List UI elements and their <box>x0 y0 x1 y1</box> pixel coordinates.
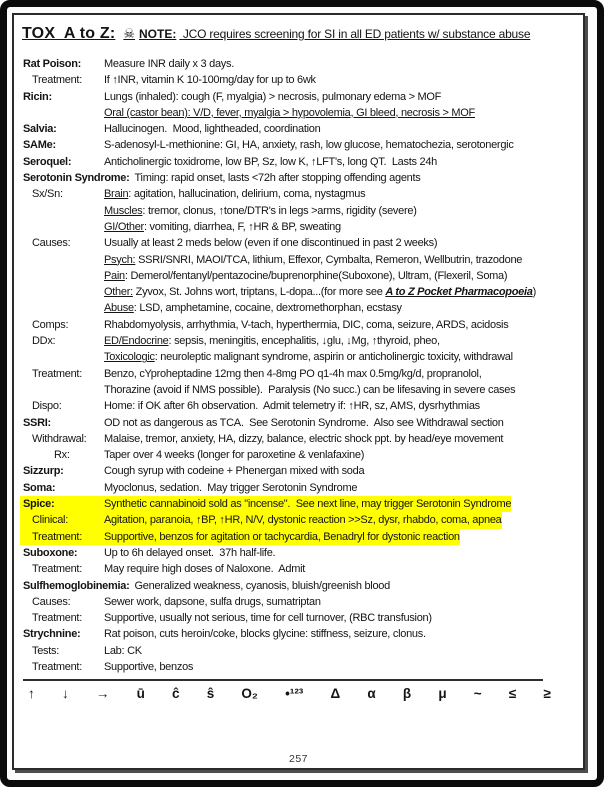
symbol-glyph: ≤ <box>508 686 517 702</box>
symbol-glyph: ĉ <box>172 686 180 702</box>
entry-label: Treatment: <box>32 74 82 87</box>
entry-label: Sulfhemoglobinemia: <box>23 579 130 592</box>
entry-line <box>20 252 579 268</box>
entry-line <box>20 578 579 594</box>
entry-line <box>20 121 579 137</box>
text-segment: GI/Other <box>104 220 144 233</box>
text-segment: Supportive, benzos for agitation or tachycardia, Benadryl for dystonic reaction <box>104 530 460 543</box>
entry-text <box>104 447 364 463</box>
entry-text <box>104 105 475 121</box>
entry-text <box>104 137 514 153</box>
symbol-glyph: β <box>402 686 412 702</box>
entry-text <box>104 300 402 316</box>
entry-label: DDx: <box>32 335 56 348</box>
skull-crossbones-icon: ☠ <box>123 26 136 41</box>
entry-line <box>20 219 579 235</box>
entry-label: Serotonin Syndrome: <box>23 172 130 185</box>
entry-line <box>20 561 579 577</box>
entry-text <box>104 512 502 528</box>
entry-line <box>20 545 579 561</box>
entry-label: SAMe: <box>23 139 56 152</box>
entry-line <box>20 300 579 316</box>
entry-line <box>20 610 579 626</box>
entry-label: Salvia: <box>23 123 57 136</box>
text-segment: Zyvox, St. Johns wort, triptans, L-dopa...(for more see <box>132 286 386 299</box>
entry-text <box>104 594 321 610</box>
text-segment: : sepsis, meningitis, encephalitis, ↓glu, ↓Mg, ↑thyroid, pheo, <box>168 335 440 348</box>
text-segment: If ↑INR, vitamin K 10-100mg/day for up to 6wk <box>104 74 316 87</box>
text-segment: Pain <box>104 269 125 282</box>
symbol-glyph: O₂ <box>241 686 258 702</box>
entry-label: Treatment: <box>32 660 82 673</box>
entry-line <box>20 366 579 382</box>
text-segment: OD not as dangerous as TCA. See Serotonin Syndrome. Also see Withdrawal section <box>104 416 504 429</box>
text-segment: Rat poison, cuts heroin/coke, blocks glycine: stiffness, seizure, clonus. <box>104 628 426 641</box>
entry-text <box>104 268 507 284</box>
symbol-glyph: ↓ <box>61 686 69 702</box>
entry-text <box>104 333 440 349</box>
entry-line <box>20 480 579 496</box>
text-segment: Other: <box>104 286 133 299</box>
entry-line <box>20 398 579 414</box>
entry-line <box>20 594 579 610</box>
symbol-glyph: ū <box>136 686 145 702</box>
symbol-glyph: Δ <box>330 686 341 702</box>
entry-line <box>20 512 579 528</box>
entry-label: Ricin: <box>23 90 52 103</box>
page-title: TOX A to Z: <box>22 25 116 42</box>
entry-text <box>104 643 142 659</box>
entry-label: Treatment: <box>20 529 104 545</box>
entry-label: SSRI: <box>23 416 51 429</box>
entry-label: Clinical: <box>20 512 104 528</box>
entry-text <box>104 398 480 414</box>
symbol-glyph: α <box>367 686 376 702</box>
entry-line <box>20 72 579 88</box>
text-segment: May require high doses of Naloxone. Admit <box>104 563 306 576</box>
entry-line <box>20 496 579 512</box>
entry-text <box>104 154 437 170</box>
entry-line <box>20 431 579 447</box>
entry-line <box>20 626 579 642</box>
entry-label: Sx/Sn: <box>32 188 63 201</box>
entry-label: Causes: <box>32 595 71 608</box>
text-segment: Taper over 4 weeks (longer for paroxetine & venlafaxine) <box>104 449 365 462</box>
symbol-glyph: μ <box>438 686 447 702</box>
entry-text <box>104 496 511 512</box>
entry-line <box>20 349 579 365</box>
entry-text <box>135 170 421 186</box>
text-segment: Sewer work, dapsone, sulfa drugs, sumatriptan <box>104 595 321 608</box>
entry-label: Rat Poison: <box>23 58 82 70</box>
entry-label: Comps: <box>32 318 69 331</box>
entry-text <box>104 317 508 333</box>
entry-line <box>20 659 579 675</box>
entry-line <box>20 382 579 398</box>
entry-label: Treatment: <box>32 612 82 625</box>
text-segment: : neuroleptic malignant syndrome, aspirin or anticholinergic toxicity, withdrawal <box>154 351 513 364</box>
text-segment: : tremor, clonus, ↑tone/DTR's in legs >arms, rigidity (severe) <box>142 204 417 217</box>
text-segment: ED/Endocrine <box>104 335 169 348</box>
entry-line <box>20 56 579 72</box>
text-segment: ) <box>532 286 537 299</box>
text-segment: Up to 6h delayed onset. 37h half-life. <box>104 546 276 559</box>
entry-label: Soma: <box>23 481 56 494</box>
entry-label: Treatment: <box>32 367 82 380</box>
text-segment: Supportive, benzos <box>104 660 194 673</box>
text-segment: Synthetic cannabinoid sold as "incense". See next line, may trigger Serotonin Syndrome <box>104 498 512 511</box>
entry-label: Seroquel: <box>23 155 72 168</box>
entry-line <box>20 268 579 284</box>
entry-line <box>20 333 579 349</box>
text-segment: Lungs (inhaled): cough (F, myalgia) > necrosis, pulmonary edema > MOF <box>104 90 442 103</box>
entry-label: Treatment: <box>32 563 82 576</box>
entry-label: Withdrawal: <box>32 432 87 445</box>
text-segment: Supportive, usually not serious, time for cell turnover, (RBC transfusion) <box>104 612 432 625</box>
entry-text <box>104 463 364 479</box>
text-segment: Hallucinogen. Mood, lightheaded, coordination <box>104 123 321 136</box>
entry-line <box>20 105 579 121</box>
text-segment: Agitation, paranoia, ↑BP, ↑HR, N/V, dystonic reaction >>Sz, dysr, rhabdo, coma, apnea <box>104 514 502 527</box>
symbols-row <box>20 683 579 703</box>
entry-text <box>104 284 536 300</box>
entry-line <box>20 170 579 186</box>
text-segment: Malaise, tremor, anxiety, HA, dizzy, balance, electric shock ppt. by head/eye movement <box>104 432 504 445</box>
text-segment: : Demerol/fentanyl/pentazocine/buprenorphine(Suboxone), Ultram, (Flexeril, Soma) <box>124 269 508 282</box>
text-segment: Psych: <box>104 253 136 266</box>
document-frame <box>12 13 585 770</box>
entry-line <box>20 415 579 431</box>
entry-text <box>104 186 365 202</box>
entry-line <box>20 317 579 333</box>
text-segment: Cough syrup with codeine + Phenergan mixed with soda <box>104 465 365 478</box>
text-segment: Toxicologic <box>104 351 155 364</box>
text-segment: Usually at least 2 meds below (even if one discontinued in past 2 weeks) <box>104 237 438 250</box>
entry-label: Strychnine: <box>23 628 81 641</box>
entry-label: Suboxone: <box>23 546 78 559</box>
entry-line <box>20 154 579 170</box>
entry-text <box>104 235 437 251</box>
entry-line <box>20 203 579 219</box>
text-segment: Anticholinergic toxidrome, low BP, Sz, low K, ↑LFT's, long QT. Lasts 24h <box>104 155 437 168</box>
symbol-glyph: → <box>95 686 110 702</box>
symbol-glyph: ŝ <box>206 686 215 702</box>
entry-text <box>104 349 513 365</box>
entry-text <box>104 203 417 219</box>
entry-line <box>20 89 579 105</box>
entry-text <box>104 659 193 675</box>
entry-label: Tests: <box>32 644 60 657</box>
entry-text <box>104 366 481 382</box>
entry-line <box>20 529 579 545</box>
text-segment: A to Z Pocket Pharmacopoeia <box>385 286 533 299</box>
entry-text <box>104 382 515 398</box>
symbol-glyph: •¹²³ <box>285 686 304 702</box>
text-segment: Home: if OK after 6h observation. Admit telemetry if: ↑HR, sz, AMS, dysrhythmias <box>104 400 480 413</box>
note-label: NOTE: <box>139 27 177 41</box>
entry-label: Causes: <box>32 237 71 250</box>
text-segment: Measure INR daily x 3 days. <box>104 58 234 70</box>
text-segment: Thorazine (avoid if NMS possible). Paralysis (No succ.) can be lifesaving in severe cases <box>104 383 516 396</box>
entry-line <box>20 463 579 479</box>
entry-text <box>104 56 234 72</box>
entry-text <box>104 252 522 268</box>
text-segment: S-adenosyl-L-methionine: GI, HA, anxiety, rash, low glucose, hematochezia, serotonergic <box>104 139 514 152</box>
entry-line <box>20 643 579 659</box>
entry-text <box>104 545 275 561</box>
entry-line <box>20 447 579 463</box>
symbol-glyph: ~ <box>473 686 482 702</box>
entry-text <box>104 72 316 88</box>
entry-line <box>20 284 579 300</box>
text-segment: Timing: rapid onset, lasts <72h after stopping offending agents <box>134 172 421 185</box>
entry-text <box>104 561 305 577</box>
entry-text <box>135 578 390 594</box>
text-segment: : vomiting, diarrhea, F, ↑HR & BP, sweating <box>143 220 341 233</box>
entry-line <box>20 137 579 153</box>
entry-text <box>104 415 504 431</box>
entry-label: Spice: <box>20 496 104 512</box>
entry-text <box>104 219 341 235</box>
divider-line <box>23 679 543 681</box>
entry-line <box>20 235 579 251</box>
text-segment: Myoclonus, sedation. May trigger Serotonin Syndrome <box>104 481 358 494</box>
entry-text <box>104 89 441 105</box>
entry-text <box>104 121 320 137</box>
entry-label: Sizzurp: <box>23 465 64 478</box>
document-title-row <box>22 24 579 44</box>
entries-list <box>20 56 579 675</box>
text-segment: SSRI/SNRI, MAOI/TCA, lithium, Effexor, Cymbalta, Remeron, Wellbutrin, trazodone <box>135 253 523 266</box>
entry-text <box>104 431 503 447</box>
text-segment: Abuse <box>104 302 134 315</box>
entry-text <box>104 610 432 626</box>
text-segment: Rhabdomyolysis, arrhythmia, V-tach, hyperthermia, DIC, coma, seizure, ARDS, acidosis <box>104 318 509 331</box>
text-segment: Generalized weakness, cyanosis, bluish/greenish blood <box>134 579 390 592</box>
entry-line <box>20 186 579 202</box>
text-segment: : LSD, amphetamine, cocaine, dextromethorphan, ecstasy <box>133 302 402 315</box>
symbol-glyph: ↑ <box>28 686 35 702</box>
symbol-glyph: ≥ <box>543 686 551 702</box>
page-number: 257 <box>288 753 309 765</box>
entry-text <box>104 529 460 545</box>
text-segment: Muscles <box>104 204 143 217</box>
entry-text <box>104 626 426 642</box>
entry-label: Dispo: <box>32 400 62 413</box>
text-segment: Brain <box>104 188 129 201</box>
text-segment: Lab: CK <box>104 644 142 657</box>
entry-label: Rx: <box>54 449 70 462</box>
note-text: JCO requires screening for SI in all ED patients w/ substance abuse <box>182 27 531 41</box>
text-segment: Oral (castor bean): V/D, fever, myalgia > hypovolemia, GI bleed, necrosis > MOF <box>104 106 475 119</box>
text-segment: Benzo, cYproheptadine 12mg then 4-8mg PO q1-4h max 0.5mg/kg/d, propranolol, <box>104 367 482 380</box>
text-segment: : agitation, hallucination, delirium, coma, nystagmus <box>128 188 366 201</box>
entry-text <box>104 480 357 496</box>
